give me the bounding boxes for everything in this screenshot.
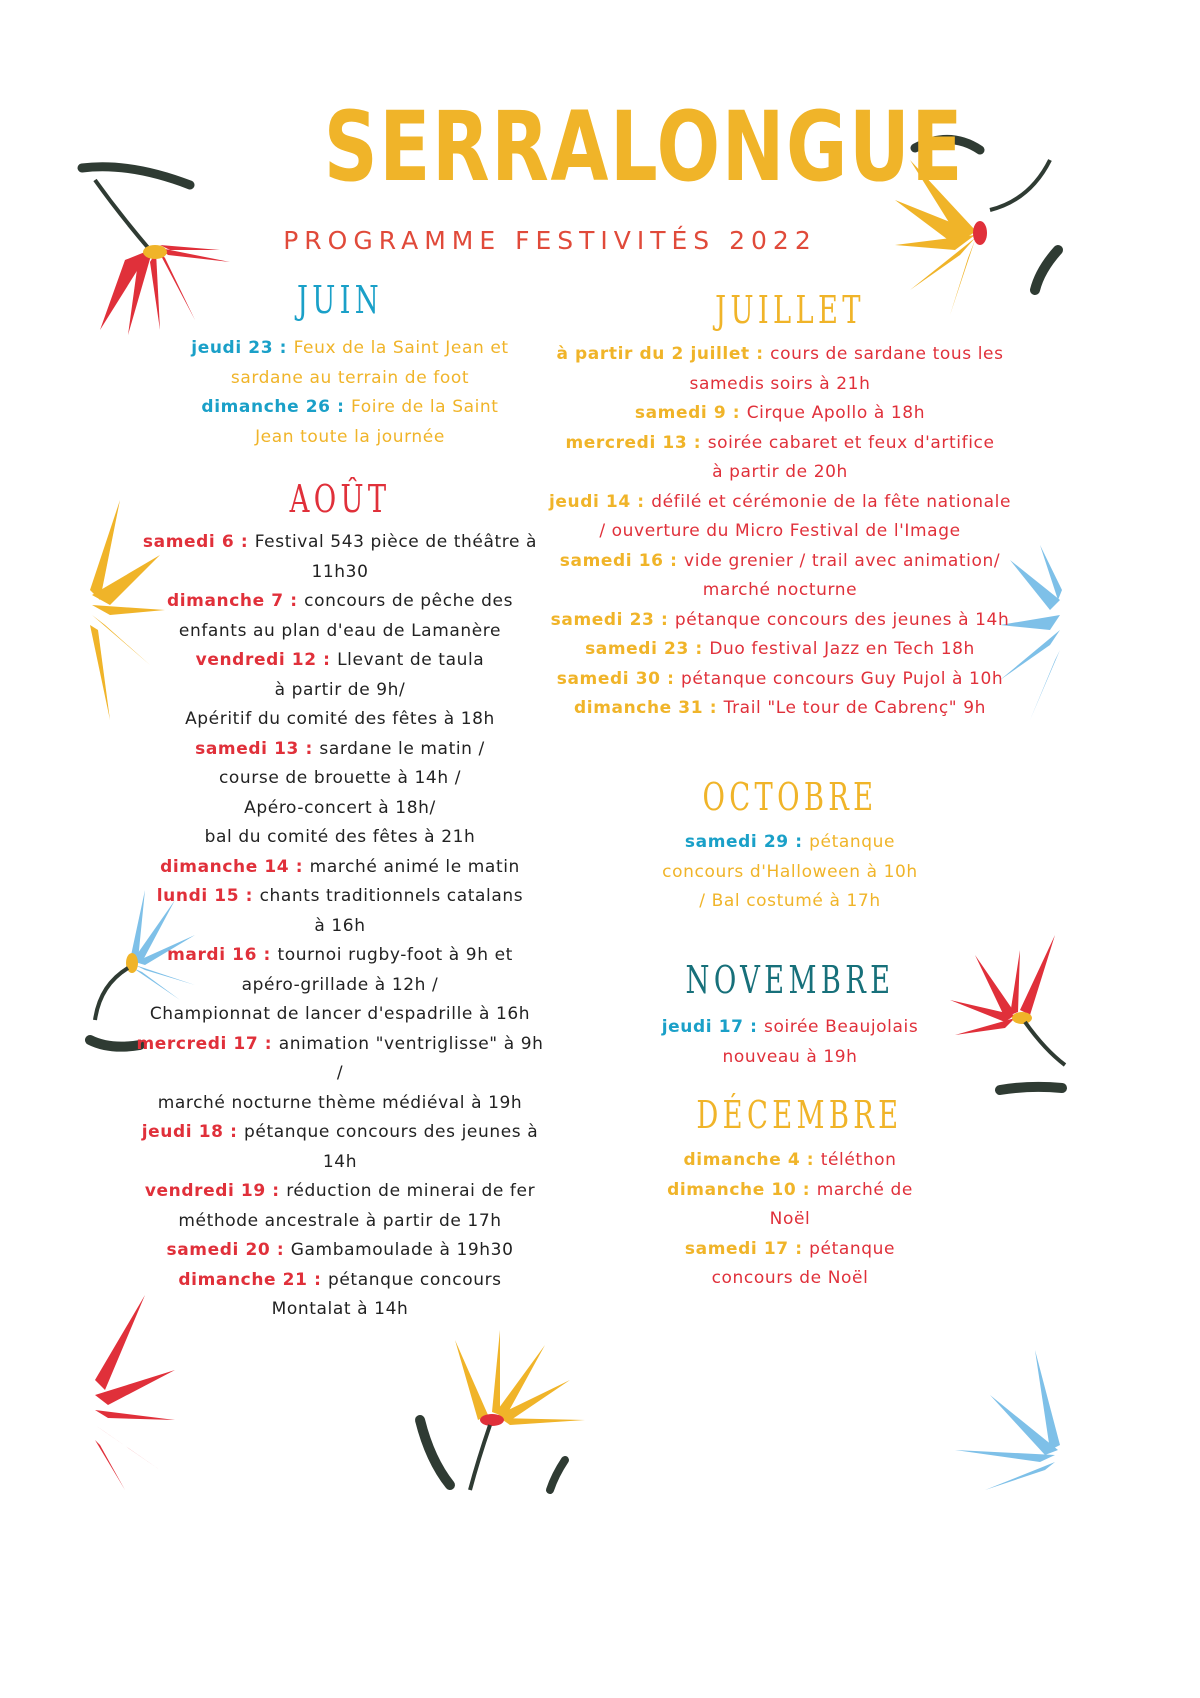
event-line bbox=[130, 853, 550, 883]
page-title: SERRALONGUE bbox=[323, 91, 965, 203]
event-line bbox=[130, 912, 550, 942]
month-heading-novembre: NOVEMBRE bbox=[685, 958, 895, 1002]
month-heading-juin: JUIN bbox=[296, 278, 384, 322]
event-date: dimanche 7 : bbox=[166, 591, 305, 611]
event-text: soirée Beaujolais bbox=[764, 1017, 919, 1037]
event-line bbox=[130, 646, 550, 676]
blue-flower-icon bbox=[955, 1350, 1060, 1490]
event-line bbox=[130, 971, 550, 1001]
event-text: Championnat de lancer d'espadrille à 16h bbox=[149, 1004, 531, 1024]
event-date: mercredi 17 : bbox=[136, 1033, 279, 1054]
event-text: Llevant de taula bbox=[337, 650, 485, 670]
event-date: samedi 13 : bbox=[195, 738, 320, 759]
event-line bbox=[530, 488, 1030, 518]
event-line bbox=[620, 1043, 960, 1073]
event-text: cours de sardane tous les bbox=[770, 344, 1004, 364]
red-flower-icon bbox=[82, 167, 230, 335]
month-heading-aout: AOÛT bbox=[289, 477, 391, 521]
event-text: 11h30 bbox=[311, 561, 369, 582]
event-line bbox=[530, 429, 1030, 459]
month-heading-juillet: JUILLET bbox=[715, 288, 865, 332]
event-text: pétanque concours des jeunes à 14h bbox=[674, 609, 1010, 630]
event-line bbox=[620, 1205, 960, 1235]
event-text: concours de Noël bbox=[711, 1268, 869, 1288]
event-line bbox=[150, 364, 550, 394]
event-text: Apéritif du comité des fêtes à 18h bbox=[185, 709, 495, 729]
event-date: mercredi 13 : bbox=[565, 432, 708, 453]
event-date: samedi 23 : bbox=[550, 609, 675, 630]
event-line bbox=[130, 1118, 550, 1148]
event-text: sardane au terrain de foot bbox=[230, 367, 470, 388]
event-text: vide grenier / trail avec animation/ bbox=[684, 550, 1001, 571]
red-flower-icon bbox=[950, 935, 1065, 1090]
event-text: marché nocturne bbox=[702, 580, 858, 600]
event-line bbox=[130, 1295, 550, 1325]
event-text: soirée cabaret et feux d'artifice bbox=[707, 432, 995, 453]
event-line bbox=[530, 665, 1030, 695]
juin-list bbox=[150, 334, 550, 452]
event-text: Apéro-concert à 18h/ bbox=[244, 797, 436, 818]
event-text: à partir de 9h/ bbox=[274, 679, 406, 700]
event-text: concours d'Halloween à 10h bbox=[662, 861, 918, 882]
event-date: jeudi 17 : bbox=[661, 1017, 764, 1037]
event-line bbox=[130, 1148, 550, 1178]
event-line bbox=[130, 1236, 550, 1266]
event-date: jeudi 18 : bbox=[141, 1122, 245, 1142]
event-text: Montalat à 14h bbox=[271, 1299, 409, 1319]
event-text: samedis soirs à 21h bbox=[689, 373, 871, 394]
event-date: samedi 16 : bbox=[559, 550, 685, 571]
event-line bbox=[130, 705, 550, 735]
event-line bbox=[620, 828, 960, 858]
event-text: / bbox=[336, 1063, 344, 1083]
page-subtitle: PROGRAMME FESTIVITÉS 2022 bbox=[283, 226, 817, 255]
event-date: jeudi 14 : bbox=[548, 491, 652, 512]
event-date: à partir du 2 juillet : bbox=[556, 344, 771, 364]
event-date: mardi 16 : bbox=[167, 945, 278, 965]
event-date: samedi 9 : bbox=[634, 403, 747, 423]
event-date: samedi 30 : bbox=[556, 668, 681, 689]
decembre-list bbox=[620, 1146, 960, 1294]
event-line bbox=[530, 576, 1030, 606]
event-text: nouveau à 19h bbox=[722, 1046, 858, 1067]
event-line bbox=[130, 587, 550, 617]
event-text: pétanque bbox=[809, 1238, 896, 1259]
event-text: méthode ancestrale à partir de 17h bbox=[178, 1210, 502, 1231]
event-line bbox=[130, 882, 550, 912]
event-date: samedi 17 : bbox=[684, 1238, 810, 1259]
event-date: dimanche 26 : bbox=[201, 397, 352, 417]
event-date: dimanche 31 : bbox=[574, 698, 724, 718]
event-text: 14h bbox=[322, 1151, 358, 1172]
event-date: dimanche 10 : bbox=[667, 1179, 817, 1200]
event-text: enfants au plan d'eau de Lamanère bbox=[178, 620, 502, 641]
event-date: samedi 29 : bbox=[684, 832, 810, 852]
event-text: Noël bbox=[769, 1209, 811, 1229]
event-text: / Bal costumé à 17h bbox=[699, 891, 881, 911]
event-line bbox=[130, 735, 550, 765]
event-text: course de brouette à 14h / bbox=[218, 768, 462, 788]
event-line bbox=[620, 1235, 960, 1265]
event-text: sardane le matin / bbox=[319, 738, 485, 759]
event-line bbox=[620, 1146, 960, 1176]
event-text: pétanque concours bbox=[327, 1269, 502, 1290]
novembre-list bbox=[620, 1013, 960, 1072]
event-date: dimanche 21 : bbox=[178, 1269, 328, 1290]
event-text: bal du comité des fêtes à 21h bbox=[204, 827, 476, 847]
event-line bbox=[530, 547, 1030, 577]
aout-list bbox=[130, 528, 550, 1325]
month-heading-decembre: DÉCEMBRE bbox=[696, 1093, 903, 1137]
event-text: apéro-grillade à 12h / bbox=[241, 974, 439, 995]
event-line bbox=[130, 1266, 550, 1296]
event-date: dimanche 14 : bbox=[160, 856, 310, 877]
event-text: Foire de la Saint bbox=[351, 397, 499, 417]
event-line bbox=[620, 1264, 960, 1294]
event-line bbox=[130, 558, 550, 588]
event-line bbox=[150, 393, 550, 423]
event-text: pétanque concours des jeunes à bbox=[244, 1122, 539, 1142]
event-line bbox=[150, 423, 550, 453]
event-line bbox=[530, 694, 1030, 724]
event-text: à 16h bbox=[314, 915, 366, 936]
event-text: marché de bbox=[816, 1179, 913, 1200]
event-line bbox=[130, 1059, 550, 1089]
event-date: samedi 6 : bbox=[142, 532, 255, 552]
event-text: pétanque concours Guy Pujol à 10h bbox=[681, 668, 1004, 689]
event-text: marché animé le matin bbox=[309, 856, 520, 877]
event-text: Duo festival Jazz en Tech 18h bbox=[709, 639, 975, 659]
event-line bbox=[530, 399, 1030, 429]
event-date: lundi 15 : bbox=[156, 886, 260, 906]
event-text: Cirque Apollo à 18h bbox=[746, 403, 926, 423]
event-line bbox=[530, 340, 1030, 370]
octobre-list bbox=[620, 828, 960, 917]
event-line bbox=[530, 458, 1030, 488]
juillet-list bbox=[530, 340, 1030, 724]
event-line bbox=[130, 676, 550, 706]
event-text: chants traditionnels catalans bbox=[259, 886, 524, 906]
event-line bbox=[130, 1030, 550, 1060]
event-text: animation "ventriglisse" à 9h bbox=[278, 1033, 544, 1054]
event-line bbox=[130, 823, 550, 853]
event-text: / ouverture du Micro Festival de l'Image bbox=[599, 521, 961, 541]
event-text: Festival 543 pièce de théâtre à bbox=[254, 532, 538, 552]
event-line bbox=[130, 528, 550, 558]
event-text: concours de pêche des bbox=[304, 591, 514, 611]
event-date: jeudi 23 : bbox=[191, 338, 294, 358]
event-date: samedi 20 : bbox=[166, 1240, 291, 1260]
event-line bbox=[130, 764, 550, 794]
event-text: Gambamoulade à 19h30 bbox=[290, 1240, 514, 1260]
event-date: vendredi 19 : bbox=[144, 1181, 287, 1201]
event-line bbox=[130, 617, 550, 647]
event-line bbox=[620, 887, 960, 917]
month-heading-octobre: OCTOBRE bbox=[702, 775, 878, 819]
event-text: à partir de 20h bbox=[712, 462, 848, 482]
event-line bbox=[530, 517, 1030, 547]
event-line bbox=[620, 1176, 960, 1206]
event-text: Feux de la Saint Jean et bbox=[293, 338, 509, 358]
event-line bbox=[130, 794, 550, 824]
event-text: Jean toute la journée bbox=[255, 426, 445, 447]
event-line bbox=[150, 334, 550, 364]
yellow-flower-icon bbox=[420, 1330, 585, 1490]
event-line bbox=[130, 1089, 550, 1119]
event-line bbox=[620, 858, 960, 888]
event-line bbox=[530, 370, 1030, 400]
event-date: samedi 23 : bbox=[585, 639, 710, 659]
event-text: téléthon bbox=[820, 1150, 897, 1170]
event-line bbox=[130, 1177, 550, 1207]
event-line bbox=[130, 1207, 550, 1237]
event-text: tournoi rugby-foot à 9h et bbox=[277, 945, 513, 965]
event-line bbox=[620, 1013, 960, 1043]
event-text: défilé et cérémonie de la fête nationale bbox=[651, 491, 1012, 512]
event-line bbox=[130, 1000, 550, 1030]
event-date: vendredi 12 : bbox=[195, 650, 338, 670]
event-text: Trail "Le tour de Cabrenç" 9h bbox=[723, 698, 986, 718]
event-line bbox=[530, 606, 1030, 636]
event-line bbox=[530, 635, 1030, 665]
event-text: pétanque bbox=[809, 832, 896, 852]
event-text: réduction de minerai de fer bbox=[286, 1181, 536, 1201]
event-line bbox=[130, 941, 550, 971]
event-text: marché nocturne thème médiéval à 19h bbox=[157, 1092, 523, 1113]
event-date: dimanche 4 : bbox=[683, 1150, 821, 1170]
